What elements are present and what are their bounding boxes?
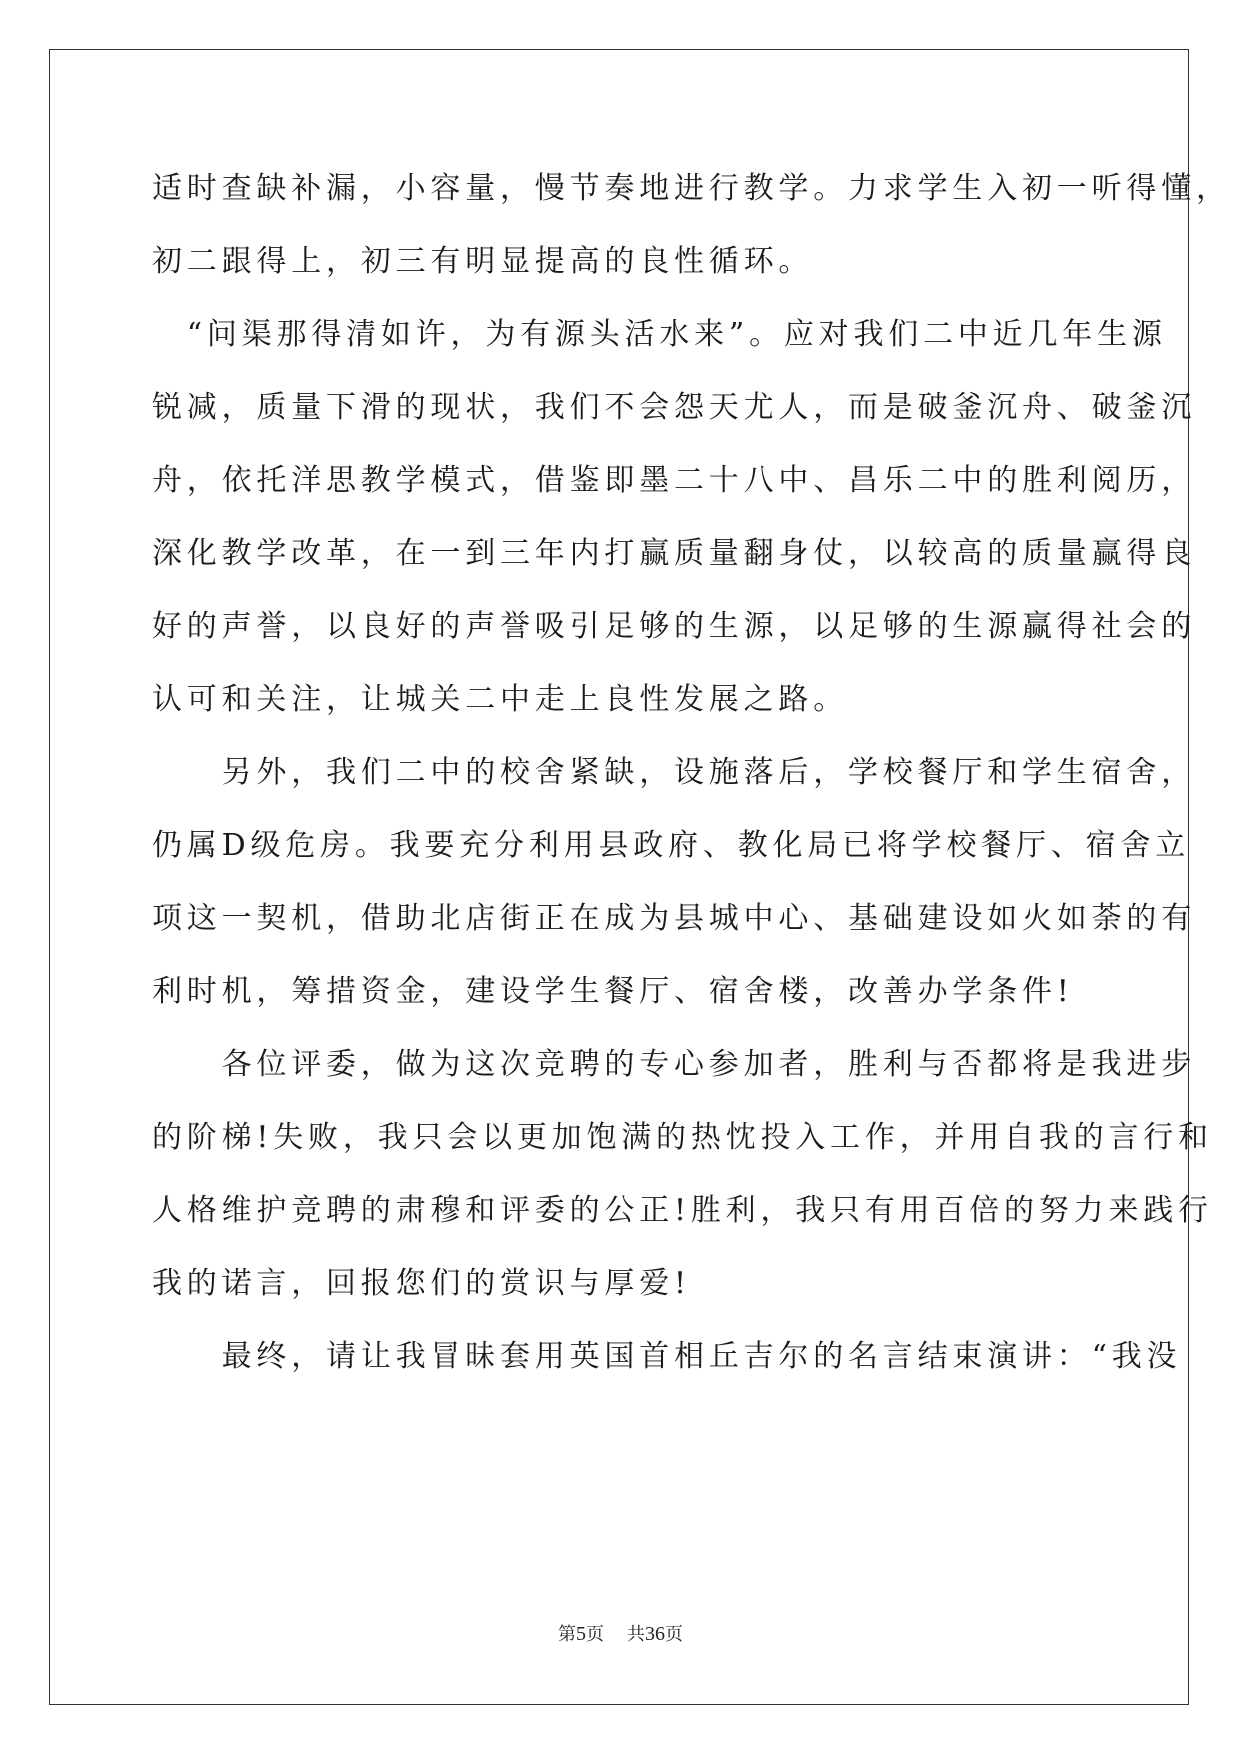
text-line: 利时机，筹措资金，建设学生餐厅、宿舍楼，改善办学条件! xyxy=(152,974,1074,1009)
page-current: 5 xyxy=(576,1623,587,1645)
text-line: 舟，依托洋思教学模式，借鉴即墨二十八中、昌乐二中的胜利阅历， xyxy=(152,463,1196,498)
text-line: 深化教学改革，在一到三年内打赢质量翻身仗，以较高的质量赢得良 xyxy=(152,536,1196,571)
text-line: 另外，我们二中的校舍紧缺，设施落后，学校餐厅和学生宿舍， xyxy=(152,755,1196,790)
text-line: 仍属D级危房。我要充分利用县政府、教化局已将学校餐厅、宿舍立 xyxy=(152,828,1191,863)
page-suffix: 页 xyxy=(664,1624,683,1645)
text-line: 的阶梯!失败，我只会以更加饱满的热忱投入工作，并用自我的言行和 xyxy=(152,1120,1213,1155)
text-line: 各位评委，做为这次竞聘的专心参加者，胜利与否都将是我进步 xyxy=(152,1047,1196,1082)
page-prefix: 第 xyxy=(558,1624,577,1645)
text-line: 我的诺言，回报您们的赏识与厚爱! xyxy=(152,1266,691,1301)
text-line: 最终，请让我冒昧套用英国首相丘吉尔的名言结束演讲：“我没 xyxy=(152,1339,1182,1374)
text-line: 好的声誉，以良好的声誉吸引足够的生源，以足够的生源赢得社会的 xyxy=(152,609,1196,644)
text-line: 人格维护竞聘的肃穆和评委的公正!胜利，我只有用百倍的努力来践行 xyxy=(152,1193,1213,1228)
document-body xyxy=(152,152,1231,1393)
page-mid: 页 共 xyxy=(586,1624,645,1645)
text-line: 锐减，质量下滑的现状，我们不会怨天尤人，而是破釜沉舟、破釜沉 xyxy=(152,390,1196,425)
page-total: 36 xyxy=(644,1623,665,1645)
text-line: 认可和关注，让城关二中走上良性发展之路。 xyxy=(152,682,848,717)
text-line: 项这一契机，借助北店街正在成为县城中心、基础建设如火如荼的有 xyxy=(152,901,1196,936)
text-line: 初二跟得上，初三有明显提高的良性循环。 xyxy=(152,244,814,279)
page-footer xyxy=(0,1620,1241,1646)
text-line: “问渠那得清如许，为有源头活水来”。应对我们二中近几年生源 xyxy=(152,317,1167,352)
text-line: 适时查缺补漏，小容量，慢节奏地进行教学。力求学生入初一听得懂， xyxy=(152,171,1231,206)
